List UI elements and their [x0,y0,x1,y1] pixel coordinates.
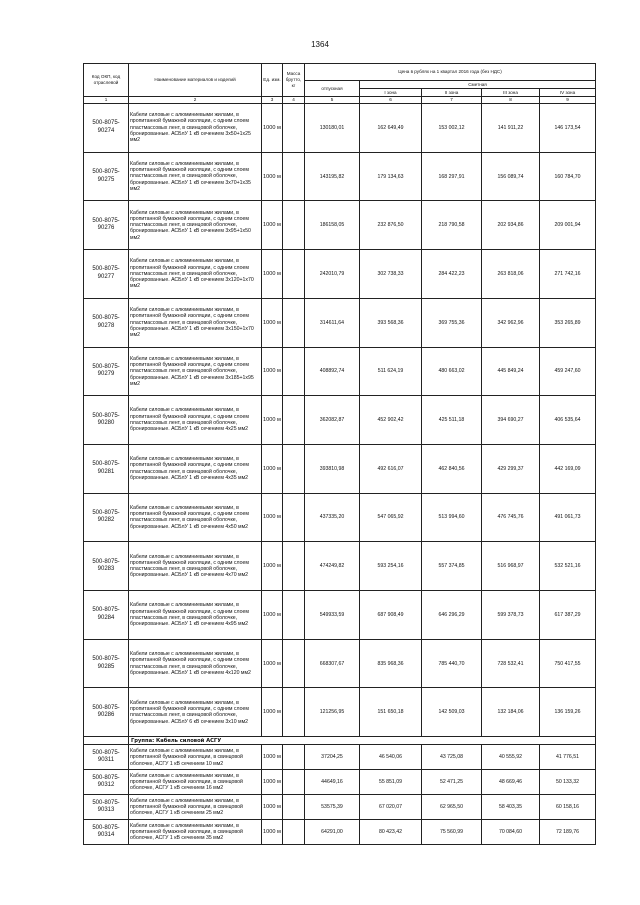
price-table [83,63,596,845]
row-unit: 1000 м [262,795,283,820]
row-release-price: 437335,20 [305,493,360,542]
column-number: 2 [129,97,262,104]
row-zone-2-price: 462 840,56 [422,444,482,493]
row-zone-2-price: 168 297,91 [422,152,482,201]
row-zone-4-price: 146 173,54 [540,104,596,153]
row-zone-4-price: 160 784,70 [540,152,596,201]
row-mass [283,688,305,737]
header-code: Код ОКП, код отраслевой [84,64,129,97]
row-name: Кабели силовые с алюминиевыми жилами, в пропитанной бумажной изоляции, с одним слоем пластмассовых лент, в свинцовой оболочке, бронированные. АСБлУ 1 кВ сечением 3х150+1х70 мм2 [129,298,262,347]
row-zone-4-price: 271 742,16 [540,250,596,299]
row-name: Кабели силовые с алюминиевыми жилами, в пропитанной бумажной изоляции, в свинцовой оболочке, АСГУ 1 кВ сечением 16 мм2 [129,770,262,795]
row-zone-3-price: 40 555,92 [482,745,540,770]
row-name: Кабели силовые с алюминиевыми жилами, в пропитанной бумажной изоляции, с одним слоем пластмассовых лент, в свинцовой оболочке, бронированные. АСБлУ 1 кВ сечением 3х70+1х35 мм2 [129,152,262,201]
row-zone-3-price: 342 962,96 [482,298,540,347]
row-mass [283,104,305,153]
row-code: 500-8075-90311 [84,745,129,770]
row-mass [283,542,305,591]
column-number: 8 [482,97,540,104]
row-name: Кабели силовые с алюминиевыми жилами, в пропитанной бумажной изоляции, с одним слоем пластмассовых лент, в свинцовой оболочке, бронированные. АСБлУ 1 кВ сечением 4х120 мм2 [129,639,262,688]
row-zone-2-price: 218 790,58 [422,201,482,250]
row-zone-4-price: 750 417,55 [540,639,596,688]
row-release-price: 64291,00 [305,820,360,845]
row-unit: 1000 м [262,493,283,542]
column-number: 1 [84,97,129,104]
row-zone-1-price: 452 902,42 [360,396,422,445]
header-zone-2: II зона [422,89,482,97]
row-zone-2-price: 284 422,23 [422,250,482,299]
row-zone-2-price: 369 755,36 [422,298,482,347]
row-mass [283,820,305,845]
row-zone-2-price: 480 663,02 [422,347,482,396]
row-zone-1-price: 593 254,16 [360,542,422,591]
row-code: 500-8075-90281 [84,444,129,493]
row-release-price: 143195,82 [305,152,360,201]
row-zone-1-price: 835 968,36 [360,639,422,688]
table-row [84,591,596,640]
row-zone-2-price: 153 002,12 [422,104,482,153]
row-name: Кабели силовые с алюминиевыми жилами, в пропитанной бумажной изоляции, с одним слоем пластмассовых лент, в свинцовой оболочке, бронированные. АСБлУ 1 кВ сечением 4х25 мм2 [129,396,262,445]
row-zone-4-price: 442 169,09 [540,444,596,493]
row-name: Кабели силовые с алюминиевыми жилами, в пропитанной бумажной изоляции, с одним слоем пластмассовых лент, в свинцовой оболочке, бронированные. АСБлУ 1 кВ сечением 4х35 мм2 [129,444,262,493]
group-label: Группа: Кабель силовой АСГУ [129,737,596,745]
table-row [84,396,596,445]
row-code: 500-8075-90285 [84,639,129,688]
row-name: Кабели силовые с алюминиевыми жилами, в пропитанной бумажной изоляции, с одним слоем пластмассовых лент, в свинцовой оболочке, бронированные. АСБлУ 1 кВ сечением 3х95+1х50 мм2 [129,201,262,250]
row-release-price: 37204,25 [305,745,360,770]
row-mass [283,396,305,445]
row-zone-3-price: 429 299,37 [482,444,540,493]
row-mass [283,591,305,640]
row-zone-1-price: 151 650,18 [360,688,422,737]
row-name: Кабели силовые с алюминиевыми жилами, в пропитанной бумажной изоляции, в свинцовой оболочке, АСГУ 1 кВ сечением 10 мм2 [129,745,262,770]
row-name: Кабели силовые с алюминиевыми жилами, в пропитанной бумажной изоляции, в свинцовой оболочке, АСГУ 1 кВ сечением 35 мм2 [129,820,262,845]
row-code: 500-8075-90280 [84,396,129,445]
row-zone-3-price: 263 818,06 [482,250,540,299]
header-price-group: Цена в рублях на 1 квартал 2016 года (без НДС) [305,64,596,81]
row-unit: 1000 м [262,201,283,250]
row-zone-3-price: 70 084,60 [482,820,540,845]
row-unit: 1000 м [262,347,283,396]
row-zone-2-price: 52 471,25 [422,770,482,795]
row-mass [283,493,305,542]
table-row [84,688,596,737]
row-name: Кабели силовые с алюминиевыми жилами, в пропитанной бумажной изоляции, с одним слоем пластмассовых лент, в свинцовой оболочке, бронированные. АСБлУ 1 кВ сечением 3х50+1х25 мм2 [129,104,262,153]
header-zone-1: I зона [360,89,422,97]
row-code: 500-8075-90276 [84,201,129,250]
row-zone-4-price: 209 001,94 [540,201,596,250]
row-mass [283,298,305,347]
row-zone-1-price: 179 134,63 [360,152,422,201]
row-code: 500-8075-90312 [84,770,129,795]
row-zone-4-price: 459 247,60 [540,347,596,396]
row-name: Кабели силовые с алюминиевыми жилами, в пропитанной бумажной изоляции, с одним слоем пластмассовых лент, в свинцовой оболочке, бронированные. АСБлУ 1 кВ сечением 3х120+1х70 мм2 [129,250,262,299]
row-code: 500-8075-90283 [84,542,129,591]
row-zone-3-price: 476 745,76 [482,493,540,542]
row-mass [283,770,305,795]
row-zone-4-price: 532 521,16 [540,542,596,591]
row-release-price: 121256,95 [305,688,360,737]
table-row [84,347,596,396]
row-code: 500-8075-90274 [84,104,129,153]
row-code: 500-8075-90282 [84,493,129,542]
row-zone-1-price: 67 020,07 [360,795,422,820]
row-zone-4-price: 41 776,51 [540,745,596,770]
row-zone-4-price: 50 133,32 [540,770,596,795]
row-zone-1-price: 162 649,49 [360,104,422,153]
row-zone-3-price: 132 184,06 [482,688,540,737]
table-row [84,104,596,153]
page-number: 1364 [311,40,329,49]
table-row [84,820,596,845]
row-release-price: 242010,79 [305,250,360,299]
row-zone-2-price: 62 965,50 [422,795,482,820]
row-release-price: 393810,98 [305,444,360,493]
row-zone-2-price: 43 725,08 [422,745,482,770]
row-zone-3-price: 394 690,27 [482,396,540,445]
row-zone-3-price: 445 849,24 [482,347,540,396]
column-number: 9 [540,97,596,104]
row-zone-2-price: 646 296,29 [422,591,482,640]
row-release-price: 186158,05 [305,201,360,250]
table-body [84,104,596,845]
group-code-cell [84,737,129,745]
row-mass [283,250,305,299]
column-number: 5 [305,97,360,104]
header-name: Наименование материалов и изделий [129,64,262,97]
row-release-price: 668307,67 [305,639,360,688]
row-code: 500-8075-90279 [84,347,129,396]
table-row [84,745,596,770]
row-zone-3-price: 728 532,41 [482,639,540,688]
column-number: 7 [422,97,482,104]
row-zone-2-price: 142 509,03 [422,688,482,737]
row-zone-2-price: 75 560,99 [422,820,482,845]
row-code: 500-8075-90313 [84,795,129,820]
row-zone-1-price: 302 738,33 [360,250,422,299]
row-mass [283,639,305,688]
row-name: Кабели силовые с алюминиевыми жилами, в пропитанной бумажной изоляции, с одним слоем пластмассовых лент, в свинцовой оболочке, бронированные. АСБлУ 1 кВ сечением 4х95 мм2 [129,591,262,640]
column-number: 4 [283,97,305,104]
row-zone-1-price: 393 568,36 [360,298,422,347]
column-number: 6 [360,97,422,104]
row-zone-3-price: 48 669,46 [482,770,540,795]
row-release-price: 130180,01 [305,104,360,153]
row-zone-1-price: 232 876,50 [360,201,422,250]
row-zone-3-price: 599 378,73 [482,591,540,640]
row-zone-1-price: 547 065,92 [360,493,422,542]
row-zone-1-price: 492 616,07 [360,444,422,493]
row-zone-2-price: 557 374,85 [422,542,482,591]
row-unit: 1000 м [262,542,283,591]
row-zone-1-price: 55 851,09 [360,770,422,795]
table-row [84,493,596,542]
row-unit: 1000 м [262,639,283,688]
row-zone-2-price: 425 511,18 [422,396,482,445]
row-unit: 1000 м [262,250,283,299]
row-unit: 1000 м [262,396,283,445]
row-zone-4-price: 406 535,64 [540,396,596,445]
row-zone-1-price: 46 540,06 [360,745,422,770]
row-unit: 1000 м [262,745,283,770]
row-zone-4-price: 491 061,73 [540,493,596,542]
row-code: 500-8075-90314 [84,820,129,845]
row-zone-4-price: 617 387,29 [540,591,596,640]
row-zone-3-price: 516 968,97 [482,542,540,591]
row-zone-3-price: 58 403,35 [482,795,540,820]
row-mass [283,347,305,396]
row-zone-4-price: 353 265,89 [540,298,596,347]
row-code: 500-8075-90275 [84,152,129,201]
row-release-price: 362082,87 [305,396,360,445]
table-row [84,444,596,493]
column-number: 3 [262,97,283,104]
table-row [84,795,596,820]
row-unit: 1000 м [262,591,283,640]
row-release-price: 408892,74 [305,347,360,396]
header-release: отпускная [305,81,360,97]
row-code: 500-8075-90286 [84,688,129,737]
table-row [84,250,596,299]
row-zone-1-price: 80 423,42 [360,820,422,845]
group-row [84,737,596,745]
row-name: Кабели силовые с алюминиевыми жилами, в пропитанной бумажной изоляции, с одним слоем пластмассовых лент, в свинцовой оболочке, бронированные. АСБлУ 6 кВ сечением 3х10 мм2 [129,688,262,737]
row-name: Кабели силовые с алюминиевыми жилами, в пропитанной бумажной изоляции, в свинцовой оболочке, АСГУ 1 кВ сечением 25 мм2 [129,795,262,820]
row-zone-4-price: 72 189,76 [540,820,596,845]
row-name: Кабели силовые с алюминиевыми жилами, в пропитанной бумажной изоляции, с одним слоем пластмассовых лент, в свинцовой оболочке, бронированные. АСБлУ 1 кВ сечением 4х50 мм2 [129,493,262,542]
row-release-price: 314611,64 [305,298,360,347]
column-numbers-row [84,97,596,104]
table-row [84,770,596,795]
row-zone-2-price: 785 440,70 [422,639,482,688]
row-zone-3-price: 141 911,22 [482,104,540,153]
row-code: 500-8075-90278 [84,298,129,347]
row-code: 500-8075-90284 [84,591,129,640]
row-mass [283,444,305,493]
row-name: Кабели силовые с алюминиевыми жилами, в пропитанной бумажной изоляции, с одним слоем пластмассовых лент, в свинцовой оболочке, бронированные. АСБлУ 1 кВ сечением 4х70 мм2 [129,542,262,591]
row-code: 500-8075-90277 [84,250,129,299]
header-mass: Масса брутто, кг [283,64,305,97]
row-mass [283,201,305,250]
table-row [84,298,596,347]
row-zone-3-price: 156 089,74 [482,152,540,201]
row-unit: 1000 м [262,104,283,153]
header-estimate: Сметная [360,81,596,89]
table-row [84,201,596,250]
header-unit: Ед. изм. [262,64,283,97]
row-release-price: 474249,82 [305,542,360,591]
row-unit: 1000 м [262,152,283,201]
row-zone-4-price: 60 158,16 [540,795,596,820]
row-zone-3-price: 202 934,86 [482,201,540,250]
row-name: Кабели силовые с алюминиевыми жилами, в пропитанной бумажной изоляции, с одним слоем пластмассовых лент, в свинцовой оболочке, бронированные. АСБлУ 1 кВ сечением 3х185+1х95 мм2 [129,347,262,396]
row-release-price: 53575,39 [305,795,360,820]
row-release-price: 549933,59 [305,591,360,640]
row-unit: 1000 м [262,820,283,845]
header-zone-3: III зона [482,89,540,97]
header-zone-4: IV зона [540,89,596,97]
row-zone-1-price: 687 908,49 [360,591,422,640]
table-row [84,639,596,688]
row-zone-4-price: 136 159,26 [540,688,596,737]
row-unit: 1000 м [262,298,283,347]
row-unit: 1000 м [262,688,283,737]
table-row [84,152,596,201]
row-mass [283,745,305,770]
row-unit: 1000 м [262,770,283,795]
row-zone-1-price: 511 624,19 [360,347,422,396]
row-mass [283,795,305,820]
row-mass [283,152,305,201]
row-unit: 1000 м [262,444,283,493]
table-row [84,542,596,591]
row-zone-2-price: 513 994,60 [422,493,482,542]
row-release-price: 44649,16 [305,770,360,795]
